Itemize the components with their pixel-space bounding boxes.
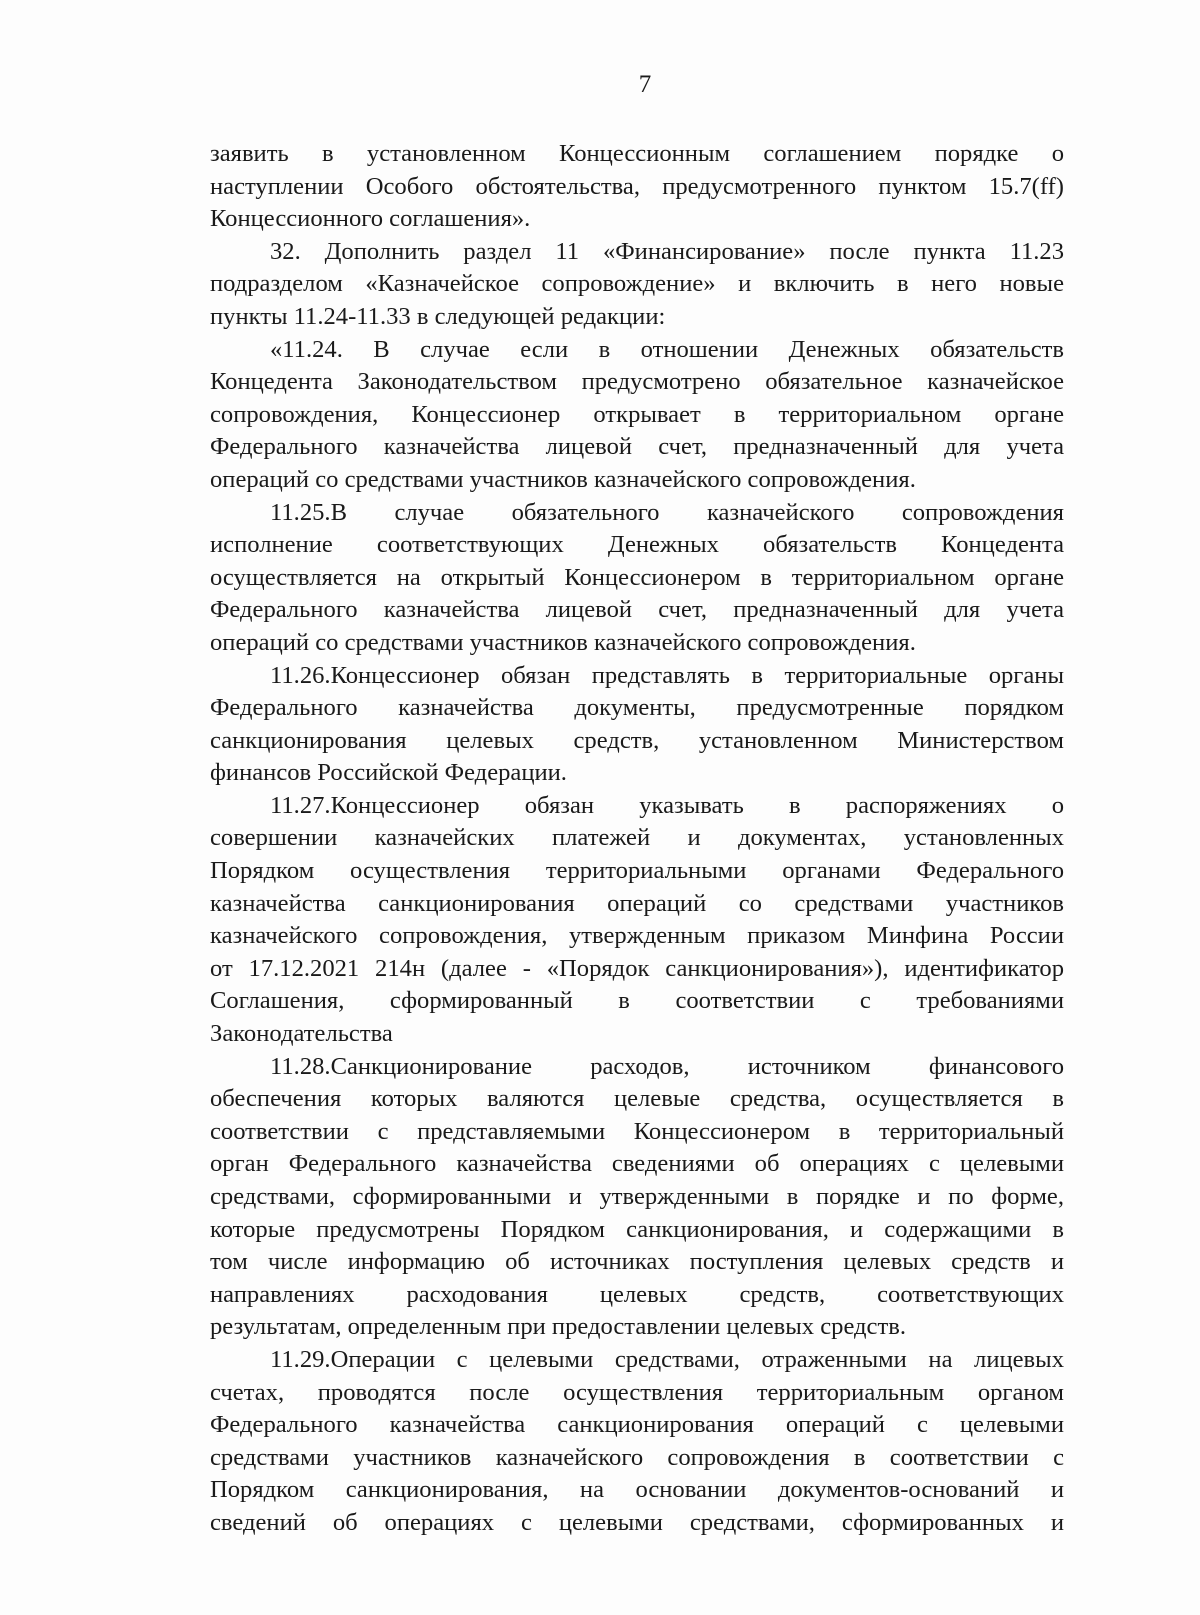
text-line: Федерального казначейства лицевой счет, предназначенный для учета [210, 433, 1064, 461]
text-line: орган Федерального казначейства сведениями об операциях с целевыми [210, 1150, 1064, 1178]
document-body [210, 138, 1064, 1540]
text-line: соответствии с представляемыми Концессионером в территориальный [210, 1117, 1064, 1145]
text-line: Федерального казначейства лицевой счет, предназначенный для учета [210, 596, 1064, 624]
text-line: от 17.12.2021 214н (далее - «Порядок санкционирования»), идентификатор [210, 954, 1064, 982]
text-line: средствами, сформированными и утвержденными в порядке и по форме, [210, 1183, 1064, 1210]
text-line: 11.27.Концессионер обязан указывать в распоряжениях о [270, 791, 1064, 819]
text-line: совершении казначейских платежей и документах, установленных [210, 824, 1064, 852]
text-line: направлениях расходования целевых средств, соответствующих [210, 1280, 1064, 1308]
text-line: Порядком санкционирования, на основании документов-оснований и [210, 1476, 1064, 1504]
text-line: «11.24. В случае если в отношении Денежных обязательств [270, 335, 1064, 363]
text-line: исполнение соответствующих Денежных обязательств Концедента [210, 531, 1064, 559]
text-line: 11.25.В случае обязательного казначейского сопровождения [270, 498, 1064, 526]
text-line: казначейского сопровождения, утвержденным приказом Минфина России [210, 922, 1064, 950]
text-line: 11.28.Санкционирование расходов, источником финансового [270, 1052, 1064, 1080]
text-line: счетах, проводятся после осуществления территориальным органом [210, 1378, 1064, 1406]
text-line: сопровождения, Концессионер открывает в территориальном органе [210, 400, 1064, 428]
text-line: финансов Российской Федерации. [210, 759, 567, 787]
text-line: пункты 11.24-11.33 в следующей редакции: [210, 302, 666, 330]
text-line: осуществляется на открытый Концессионером в территориальном органе [210, 563, 1064, 591]
text-line: 32. Дополнить раздел 11 «Финансирование» после пункта 11.23 [270, 237, 1064, 265]
text-line: том числе информацию об источниках поступления целевых средств и [210, 1248, 1064, 1276]
text-line: санкционирования целевых средств, установленном Министерством [210, 726, 1064, 754]
text-line: средствами участников казначейского сопровождения в соответствии с [210, 1443, 1064, 1471]
text-line: результатам, определенным при предоставлении целевых средств. [210, 1313, 906, 1341]
text-line: 11.29.Операции с целевыми средствами, отраженными на лицевых [270, 1345, 1064, 1373]
text-line: наступлении Особого обстоятельства, предусмотренного пунктом 15.7(ff) [210, 172, 1064, 200]
text-line: подразделом «Казначейское сопровождение» и включить в него новые [210, 270, 1064, 298]
text-line: сведений об операциях с целевыми средствами, сформированных и [210, 1508, 1064, 1536]
text-line: Соглашения, сформированный в соответствии с требованиями [210, 987, 1064, 1015]
text-line: Федерального казначейства санкционирования операций с целевыми [210, 1411, 1064, 1439]
text-line: Концессионного соглашения». [210, 205, 531, 233]
text-line: Концедента Законодательством предусмотрено обязательное казначейское [210, 368, 1064, 396]
text-line: Законодательства [210, 1020, 393, 1048]
text-line: 11.26.Концессионер обязан представлять в территориальные органы [270, 661, 1064, 689]
text-line: операций со средствами участников казначейского сопровождения. [210, 628, 916, 656]
text-line: Федерального казначейства документы, предусмотренные порядком [210, 694, 1064, 722]
text-line: заявить в установленном Концессионным соглашением порядке о [210, 140, 1064, 167]
text-line: обеспечения которых валяются целевые средства, осуществляется в [210, 1085, 1064, 1113]
text-line: Порядком осуществления территориальными органами Федерального [210, 857, 1064, 885]
text-line: операций со средствами участников казначейского сопровождения. [210, 465, 916, 493]
text-line: которые предусмотрены Порядком санкционирования, и содержащими в [210, 1215, 1064, 1243]
text-line: казначейства санкционирования операций со средствами участников [210, 889, 1064, 917]
page-number: 7 [638, 71, 652, 98]
